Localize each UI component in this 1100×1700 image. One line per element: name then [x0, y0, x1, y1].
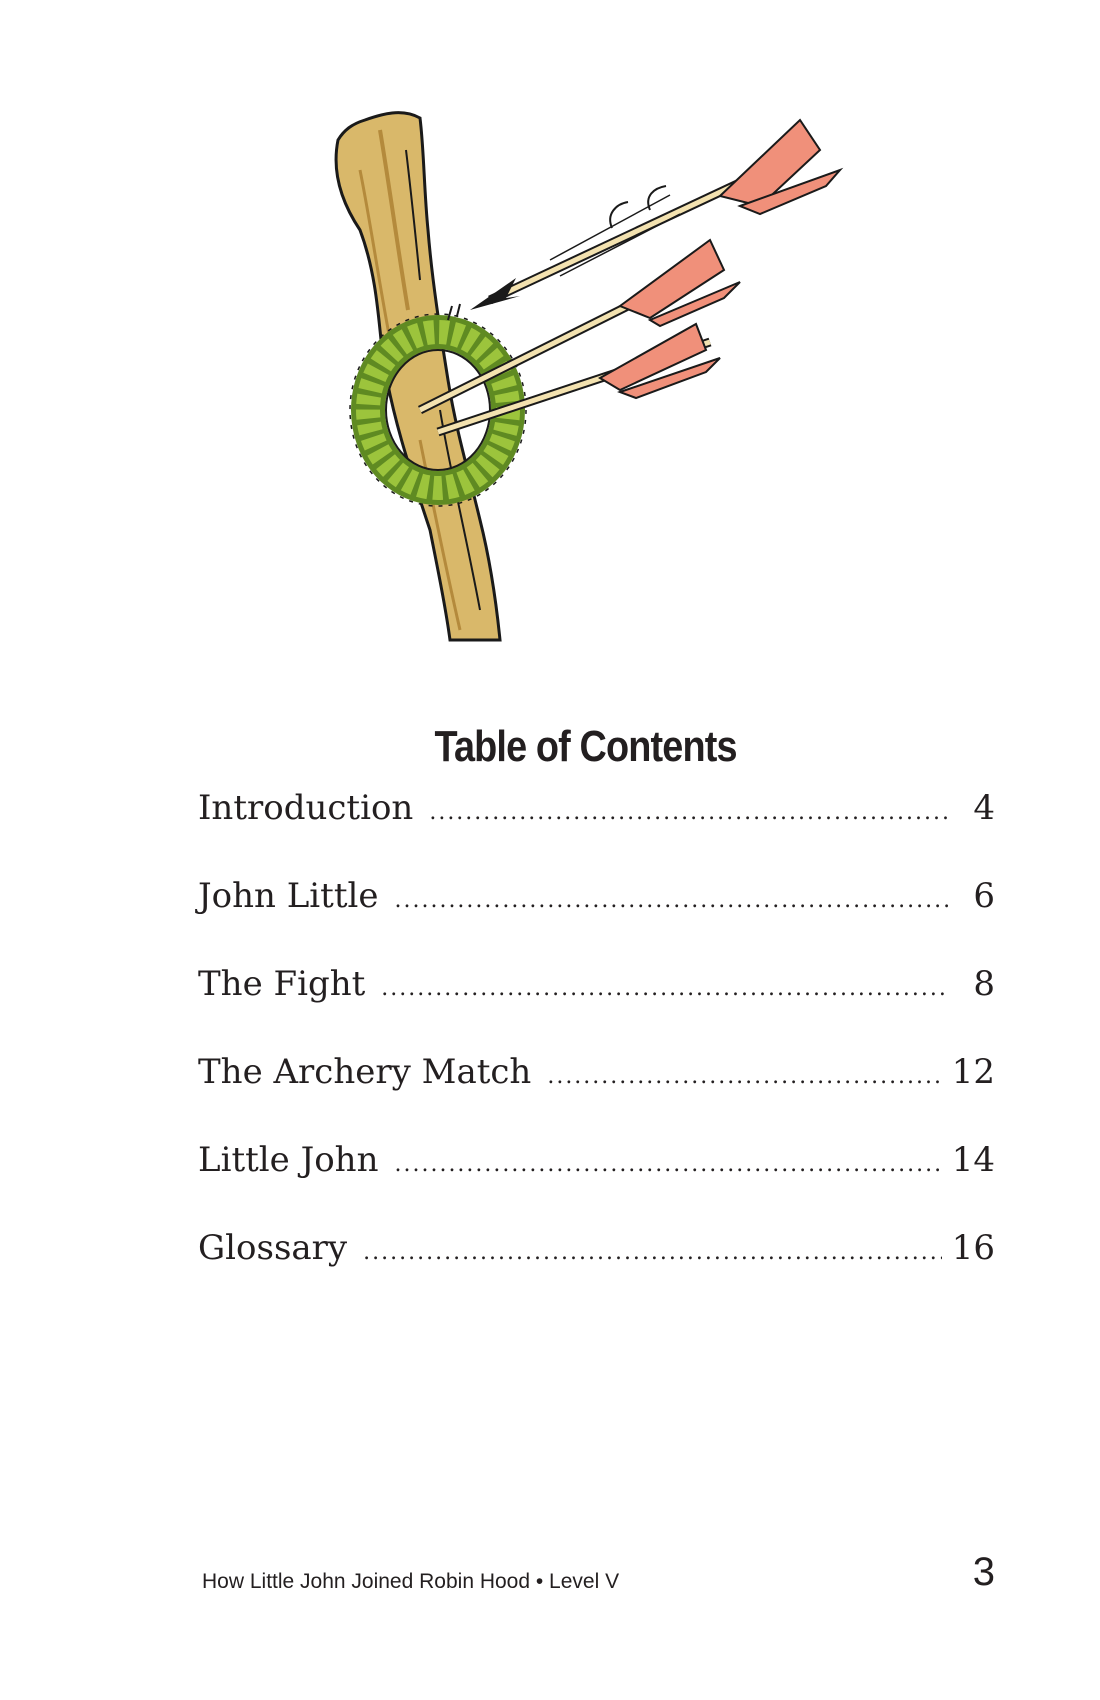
- toc-entry-label: Glossary: [198, 1228, 348, 1268]
- toc-entry-little-john[interactable]: [198, 1140, 995, 1228]
- toc-entry-the-archery-match[interactable]: [198, 1052, 995, 1140]
- toc-dot-leader: [394, 881, 949, 921]
- toc-entry-page: 4: [973, 788, 995, 828]
- toc-entry-page: 16: [951, 1228, 995, 1268]
- toc-entry-page: 8: [973, 964, 995, 1004]
- toc-entry-label: The Archery Match: [198, 1052, 532, 1092]
- toc-entry-label: The Fight: [198, 964, 366, 1004]
- toc-entry-glossary[interactable]: [198, 1228, 995, 1316]
- table-of-contents: [198, 788, 995, 1316]
- toc-dot-leader: [429, 793, 949, 833]
- footer-book-title: How Little John Joined Robin Hood • Level V: [202, 1570, 620, 1593]
- toc-entry-page: 14: [951, 1140, 995, 1180]
- toc-entry-page: 12: [951, 1052, 995, 1092]
- page-number: 3: [972, 1550, 995, 1594]
- toc-entry-label: Little John: [198, 1140, 379, 1180]
- toc-entry-introduction[interactable]: [198, 788, 995, 876]
- toc-dot-leader: [547, 1057, 941, 1097]
- toc-entry-label: Introduction: [198, 788, 414, 828]
- toc-dot-leader: [381, 969, 949, 1009]
- toc-dot-leader: [394, 1145, 941, 1185]
- toc-entry-label: John Little: [198, 876, 379, 916]
- toc-dot-leader: [363, 1233, 942, 1273]
- toc-entry-page: 6: [973, 876, 995, 916]
- toc-entry-the-fight[interactable]: [198, 964, 995, 1052]
- toc-entry-john-little[interactable]: [198, 876, 995, 964]
- toc-title: Table of Contents: [434, 722, 737, 771]
- tree-arrows-illustration: [320, 110, 920, 650]
